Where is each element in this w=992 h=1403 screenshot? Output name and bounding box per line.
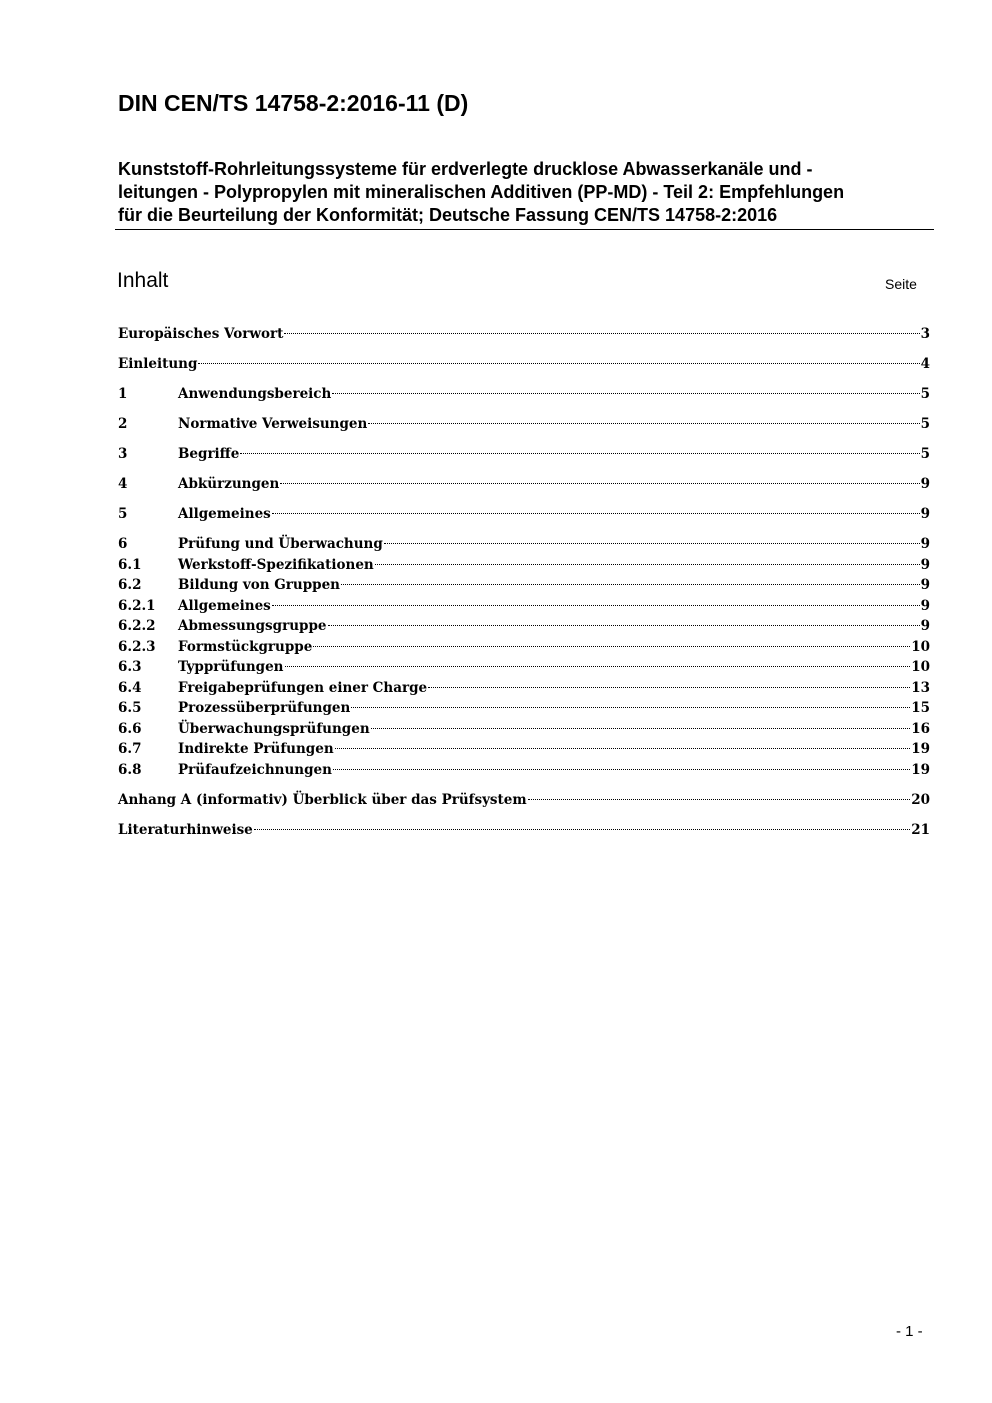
toc-dot-leader	[285, 666, 911, 667]
toc-entry-number: 3	[118, 446, 128, 462]
toc-dot-leader	[341, 584, 920, 585]
toc-dot-leader	[240, 453, 919, 454]
toc-entry-title: Anwendungsbereich	[178, 386, 332, 402]
toc-dot-leader	[335, 748, 911, 749]
toc-entry[interactable]	[118, 414, 930, 435]
toc-entry-page: 21	[911, 821, 930, 838]
toc-entry[interactable]	[118, 504, 930, 525]
toc-entry-page: 19	[911, 741, 930, 757]
toc-entry-number: 5	[118, 506, 128, 522]
toc-entry-page: 5	[920, 446, 930, 462]
toc-entry[interactable]	[118, 790, 930, 811]
toc-entry-title: Anhang A (informativ) Überblick über das Prüfsystem	[118, 791, 527, 808]
toc-entry-title: Indirekte Prüfungen	[178, 741, 334, 757]
toc-dot-leader	[332, 393, 919, 394]
toc-entry-title: Allgemeines	[178, 597, 271, 614]
toc-entry-number: 6.8	[118, 761, 142, 778]
toc-dot-leader	[254, 829, 910, 830]
toc-dot-leader	[384, 543, 920, 544]
toc-entry-number: 6.2.3	[118, 638, 156, 655]
toc-entry[interactable]	[118, 698, 930, 719]
toc-entry-number: 6	[118, 536, 128, 552]
toc-entry-title: Bildung von Gruppen	[178, 577, 340, 593]
toc-dot-leader	[272, 513, 920, 514]
toc-entry-title: Europäisches Vorwort	[118, 326, 284, 342]
toc-entry[interactable]	[118, 384, 930, 405]
toc-entry-title: Prüfung und Überwachung	[178, 536, 383, 552]
toc-entry-title: Prozessüberprüfungen	[178, 700, 351, 716]
toc-entry-page: 15	[911, 700, 930, 716]
toc-dot-leader	[333, 769, 910, 770]
toc-heading: Inhalt	[117, 269, 169, 292]
toc-dot-leader	[528, 799, 911, 800]
toc-dot-leader	[368, 423, 919, 424]
subtitle-line: für die Beurteilung der Konformität; Deutsche Fassung CEN/TS 14758-2:2016	[118, 205, 778, 225]
page-number: - 1 -	[896, 1323, 923, 1340]
toc-entry-number: 6.7	[118, 741, 142, 757]
toc-entry-title: Freigabeprüfungen einer Charge	[178, 679, 428, 696]
toc-entry-title: Abmessungsgruppe	[178, 618, 327, 634]
toc-entry-page: 9	[920, 597, 930, 614]
toc-entry-page: 10	[911, 638, 930, 655]
toc-entry-title: Typprüfungen	[178, 659, 284, 675]
toc-entry[interactable]	[118, 324, 930, 345]
toc-dot-leader	[375, 564, 920, 565]
toc-entry[interactable]	[118, 739, 930, 760]
toc-entry-number: 6.1	[118, 556, 142, 573]
toc-entry-title: Normative Verweisungen	[178, 416, 368, 432]
toc-entry-title: Überwachungsprüfungen	[178, 720, 370, 737]
toc-page-column-label: Seite	[885, 276, 917, 292]
toc-entry[interactable]	[118, 719, 930, 740]
subtitle-line: leitungen - Polypropylen mit mineralischen Additiven (PP-MD) - Teil 2: Empfehlungen	[118, 182, 845, 202]
toc-entry-page: 9	[920, 556, 930, 573]
toc-entry-page: 9	[920, 618, 930, 634]
toc-entry[interactable]	[118, 474, 930, 495]
toc-entry-page: 5	[920, 416, 930, 432]
toc-dot-leader	[313, 646, 910, 647]
subtitle-line: Kunststoff-Rohrleitungssysteme für erdverlegte drucklose Abwasserkanäle und -	[118, 159, 813, 179]
toc-entry-title: Einleitung	[118, 356, 198, 372]
toc-dot-leader	[272, 605, 920, 606]
title-divider	[115, 229, 934, 230]
toc-dot-leader	[428, 687, 910, 688]
toc-entry-page: 19	[911, 761, 930, 778]
toc-entry-page: 3	[920, 326, 930, 342]
toc-entry-title: Prüfaufzeichnungen	[178, 761, 332, 778]
document-title: DIN CEN/TS 14758-2:2016-11 (D)	[118, 90, 469, 116]
toc-entry[interactable]	[118, 760, 930, 781]
toc-entry-number: 4	[118, 476, 128, 492]
toc-entry-page: 13	[911, 679, 930, 696]
toc-entry-page: 9	[920, 476, 930, 492]
toc-entry-number: 6.2	[118, 577, 142, 593]
toc-entry-title: Begriffe	[178, 446, 240, 462]
toc-entry[interactable]	[118, 596, 930, 617]
toc-entry-title: Abkürzungen	[178, 476, 280, 492]
toc-entry-page: 9	[920, 506, 930, 522]
toc-entry[interactable]	[118, 657, 930, 678]
toc-entry-number: 6.2.2	[118, 618, 156, 634]
toc-dot-leader	[351, 707, 910, 708]
toc-entry-number: 6.3	[118, 659, 142, 675]
toc-entry-title: Allgemeines	[178, 506, 271, 522]
toc-dot-leader	[198, 363, 919, 364]
toc-entry-title: Werkstoff-Spezifikationen	[178, 556, 374, 573]
toc-entry[interactable]	[118, 575, 930, 596]
toc-entry-page: 9	[920, 536, 930, 552]
toc-entry-number: 2	[118, 416, 128, 432]
toc-entry-number: 6.6	[118, 720, 142, 737]
toc-entry-title: Formstückgruppe	[178, 638, 313, 655]
toc-entry[interactable]	[118, 678, 930, 699]
toc-entry[interactable]	[118, 354, 930, 375]
toc-entry-page: 9	[920, 577, 930, 593]
toc-entry[interactable]	[118, 555, 930, 576]
toc-entry[interactable]	[118, 616, 930, 637]
toc-entry[interactable]	[118, 820, 930, 841]
toc-entry-page: 16	[911, 720, 930, 737]
toc-entry-number: 6.5	[118, 700, 142, 716]
toc-entry-number: 1	[118, 386, 128, 402]
toc-entry-page: 5	[920, 386, 930, 402]
document-subtitle	[118, 158, 938, 227]
toc-entry-number: 6.2.1	[118, 597, 156, 614]
toc-entry-page: 10	[911, 659, 930, 675]
toc-dot-leader	[280, 483, 919, 484]
toc-entry-page: 20	[911, 791, 930, 808]
toc-entry-number: 6.4	[118, 679, 142, 696]
toc-dot-leader	[328, 625, 920, 626]
toc-entry-title: Literaturhinweise	[118, 821, 253, 838]
toc-entry[interactable]	[118, 534, 930, 555]
toc-dot-leader	[284, 333, 919, 334]
toc-dot-leader	[371, 728, 911, 729]
table-of-contents	[118, 324, 930, 840]
toc-entry[interactable]	[118, 444, 930, 465]
toc-entry[interactable]	[118, 637, 930, 658]
toc-entry-page: 4	[920, 356, 930, 372]
